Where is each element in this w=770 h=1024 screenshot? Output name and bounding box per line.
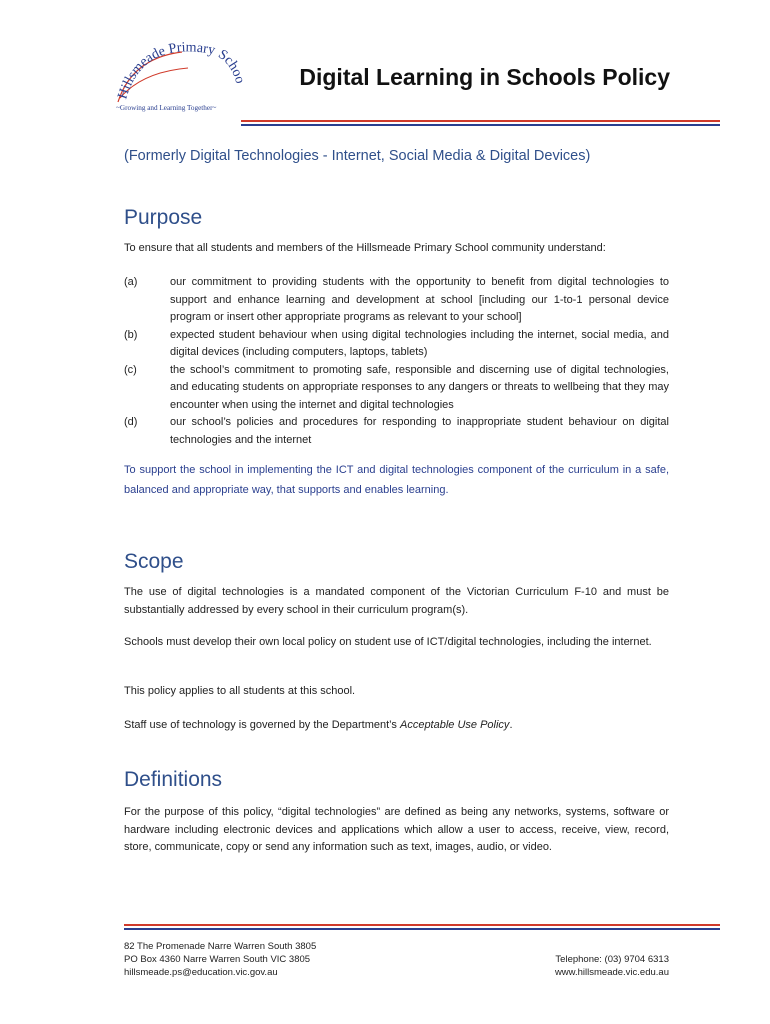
list-item-text: expected student behaviour when using digital technologies including the internet, social media, and digital devices (including computers, laptops, tablets) xyxy=(170,328,669,358)
list-item xyxy=(124,274,669,327)
scope-paragraph-3: This policy applies to all students at this school. xyxy=(124,685,356,697)
list-marker: (b) xyxy=(124,328,138,341)
footer-address xyxy=(124,940,316,979)
list-item xyxy=(124,362,669,415)
scope-paragraph-4 xyxy=(124,717,669,735)
list-item xyxy=(124,414,669,449)
list-marker: (a) xyxy=(124,276,138,288)
list-item-text: our commitment to providing students with the opportunity to benefit from digital technologies to support and enhance learning and development at school [including our 1-to-1 personal device program or insert other appropriate programs as relevant to your school] xyxy=(170,276,669,323)
scope-paragraph-2: Schools must develop their own local policy on student use of ICT/digital technologies, including the internet. xyxy=(124,636,652,648)
scope-paragraph-1: The use of digital technologies is a mandated component of the Victorian Curriculum F-10 and must be substantially addressed by every school in their curriculum program(s). xyxy=(124,586,669,616)
definitions-paragraph: For the purpose of this policy, “digital technologies” are defined as being any networks, systems, software or hardware including electronic devices and applications which allow a user to access, receive, view, record, store, communicate, copy or send any information such as text, images, audio, or video. xyxy=(124,806,669,853)
definitions-heading: Definitions xyxy=(124,768,223,791)
purpose-support-text: To support the school in implementing the ICT and digital technologies component of the curriculum in a safe, balanced and appropriate way, that supports and enables learning. xyxy=(124,464,669,496)
page-title: Digital Learning in Schools Policy xyxy=(299,64,670,90)
scope-p4-prefix: Staff use of technology is governed by the Department’s xyxy=(124,719,400,731)
list-item-text: our school’s policies and procedures for responding to inappropriate student behaviour on digital technologies and the internet xyxy=(170,416,669,446)
list-marker: (d) xyxy=(124,416,138,428)
footer-email: hillsmeade.ps@education.vic.gov.au xyxy=(124,967,278,978)
list-item xyxy=(124,327,669,362)
list-item-text: the school’s commitment to promoting safe, responsible and discerning use of digital technologies, and educating students on appropriate responses to any dangers or threats to wellbeing that they may encounter when using the internet and digital technologies xyxy=(170,363,669,411)
purpose-list xyxy=(124,274,669,449)
scope-heading: Scope xyxy=(124,550,184,573)
footer-address-line2: PO Box 4360 Narre Warren South VIC 3805 xyxy=(124,954,311,965)
school-logo xyxy=(112,38,246,118)
logo-tagline: ~Growing and Learning Together~ xyxy=(116,104,217,112)
scope-p4-suffix: . xyxy=(509,719,513,731)
purpose-intro: To ensure that all students and members of the Hillsmeade Primary School community understand: xyxy=(124,242,606,254)
footer-address-line1: 82 The Promenade Narre Warren South 3805 xyxy=(124,941,317,952)
purpose-heading: Purpose xyxy=(124,206,203,229)
footer-website: www.hillsmeade.vic.edu.au xyxy=(554,967,669,978)
acceptable-use-policy-ref: Acceptable Use Policy xyxy=(399,719,510,731)
document-subtitle: (Formerly Digital Technologies - Internet, Social Media & Digital Devices) xyxy=(124,148,591,164)
logo-name-text: Hillsmeade Primary Schoo xyxy=(115,40,246,102)
header-divider xyxy=(241,120,720,126)
footer-telephone: Telephone: (03) 9704 6313 xyxy=(555,954,669,965)
footer-divider xyxy=(124,924,720,930)
footer-contact xyxy=(555,953,669,979)
list-marker: (c) xyxy=(124,363,137,376)
